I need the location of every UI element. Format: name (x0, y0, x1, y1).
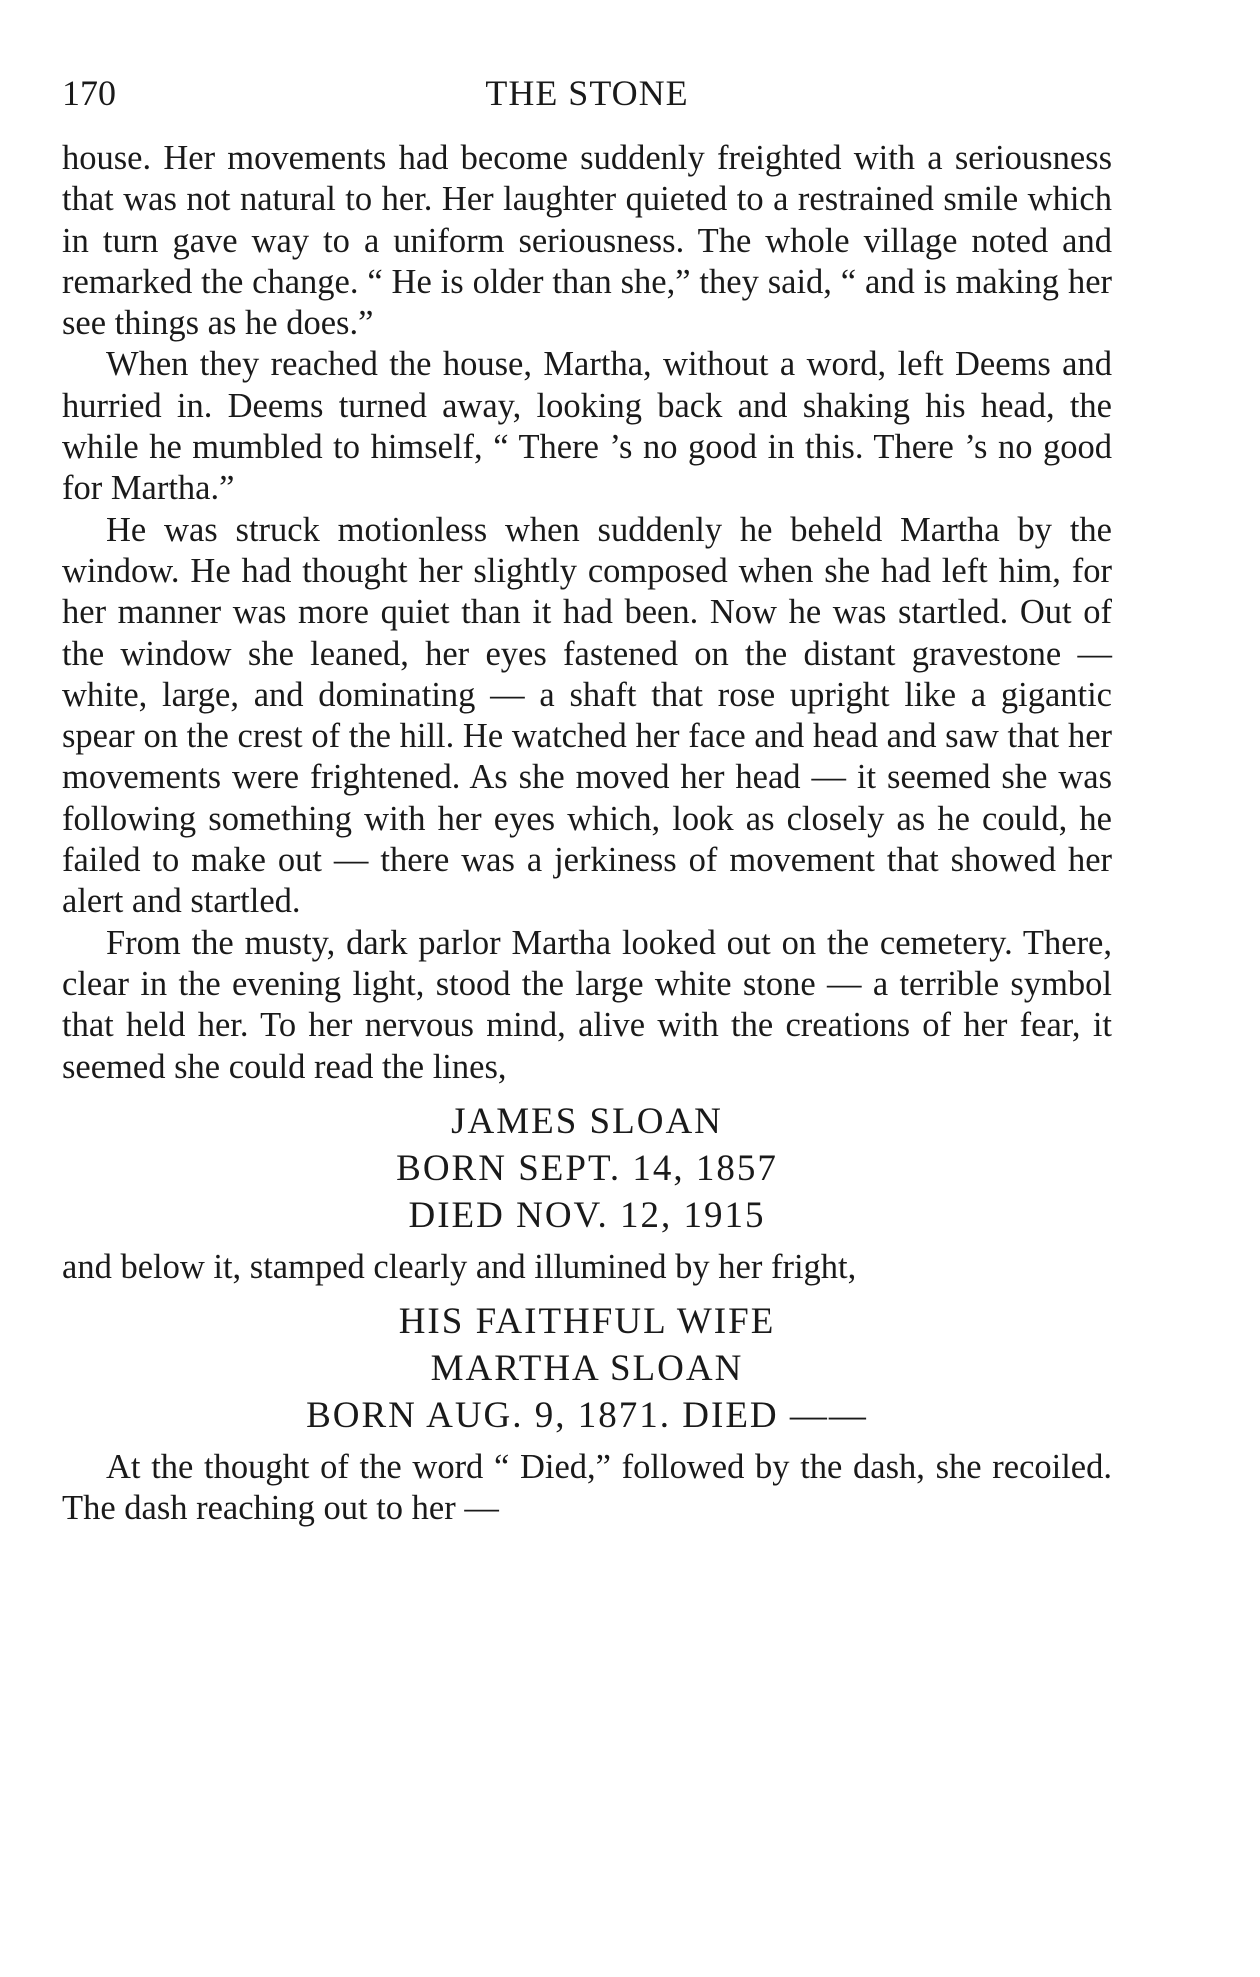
closing-paragraph: At the thought of the word “ Died,” followed by the dash, she recoiled. The dash reaching out to her — (62, 1448, 1112, 1528)
paragraph: From the musty, dark parlor Martha looked out on the cemetery. There, clear in the evening light, stood the large white stone — a terrible symbol that held her. To her nervous mind, alive with the creations of her fear, it seemed she could read the lines, (62, 923, 1112, 1086)
inscription-line: HIS FAITHFUL WIFE (398, 1301, 776, 1343)
inscription-line: BORN AUG. 9, 1871. DIED —— (306, 1395, 868, 1437)
between-text: and below it, stamped clearly and illumined by her fright, (62, 1247, 857, 1286)
running-header (62, 72, 1112, 124)
inscription-line: DIED NOV. 12, 1915 (408, 1194, 766, 1236)
paragraph: house. Her movements had become suddenly freighted with a seriousness that was not natural to her. Her laughter quieted to a restrained smile which in turn gave way to a uniform seriousness. The whole village noted and remarked the change. “ He is older than she,” they said, “ and is making her see things as he does.” (62, 139, 1112, 343)
book-page (62, 72, 1112, 1530)
running-title: THE STONE (485, 73, 689, 113)
gravestone-inscription-martha (62, 1298, 1112, 1439)
page-number: 170 (62, 73, 116, 113)
inscription-line: JAMES SLOAN (451, 1100, 723, 1142)
inscription-line: MARTHA SLOAN (430, 1348, 744, 1390)
body-text (62, 138, 1112, 1530)
gravestone-inscription-james (62, 1098, 1112, 1239)
paragraph: When they reached the house, Martha, without a word, left Deems and hurried in. Deems turned away, looking back and shaking his head, the while he mumbled to himself, “ There ’s no good in this. There ’s no good for Martha.” (62, 345, 1112, 508)
paragraph: He was struck motionless when suddenly he beheld Martha by the window. He had thought her slightly composed when she had left him, for her manner was more quiet than it had been. Now he was startled. Out of the window she leaned, her eyes fastened on the distant gravestone — white, large, and dominating — a shaft that rose upright like a gigantic spear on the crest of the hill. He watched her face and head and saw that her movements were frightened. As she moved her head — it seemed she was following something with her eyes which, look as closely as he could, he failed to make out — there was a jerkiness of movement that showed her alert and startled. (62, 510, 1112, 921)
inscription-line: BORN SEPT. 14, 1857 (396, 1147, 778, 1189)
